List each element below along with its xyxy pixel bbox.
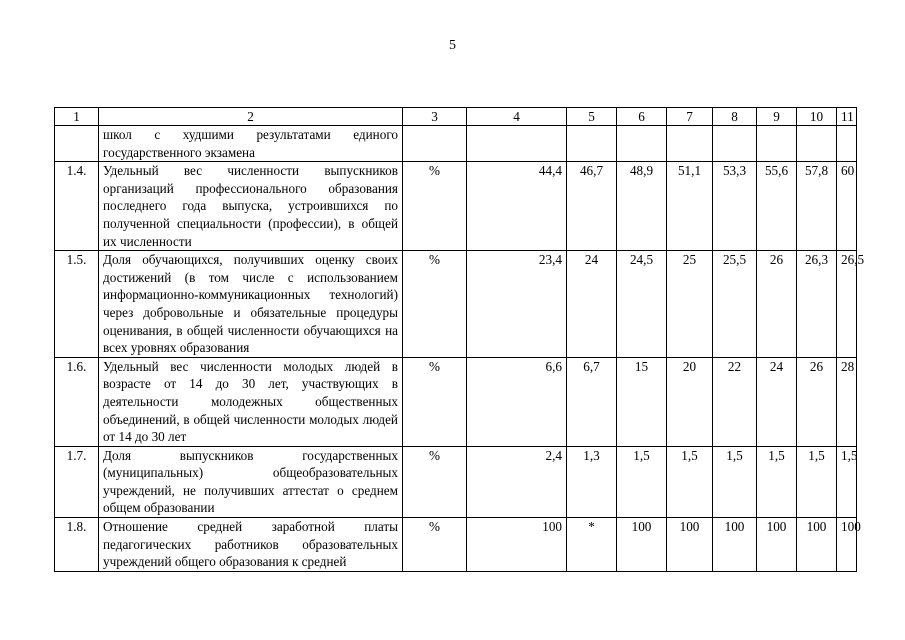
- table-row: [55, 126, 857, 162]
- row-number: 1.6.: [55, 357, 99, 446]
- row-number: 1.8.: [55, 518, 99, 572]
- row-value: 1,5: [757, 446, 797, 517]
- row-unit: %: [403, 357, 467, 446]
- header-cell: 5: [567, 108, 617, 126]
- row-value: [617, 126, 667, 162]
- row-value: 24,5: [617, 251, 667, 358]
- row-value: 25: [667, 251, 713, 358]
- row-value: 100: [713, 518, 757, 572]
- header-cell: 7: [667, 108, 713, 126]
- row-value: 100: [797, 518, 837, 572]
- row-value: [837, 126, 857, 162]
- row-value: 26,3: [797, 251, 837, 358]
- row-value: 55,6: [757, 162, 797, 251]
- row-value: 24: [757, 357, 797, 446]
- row-value: 20: [667, 357, 713, 446]
- row-value: 24: [567, 251, 617, 358]
- row-value: 100: [667, 518, 713, 572]
- row-description: Доля обучающихся, получивших оценку своих достижений (в том числе с использованием информационно-коммуникационных технологий) через добровольные и обязательные процедуры оценивания, в общей численности обучающихся на всех уровнях образования: [99, 251, 403, 358]
- row-value: 15: [617, 357, 667, 446]
- table-row: [55, 357, 857, 446]
- row-value: 100: [617, 518, 667, 572]
- row-description: Доля выпускников государственных (муниципальных) общеобразовательных учреждений, не получивших аттестат о среднем общем образовании: [99, 446, 403, 517]
- indicators-table: [54, 107, 865, 572]
- row-value: 44,4: [467, 162, 567, 251]
- row-value: 22: [713, 357, 757, 446]
- row-value: 28: [837, 357, 857, 446]
- row-unit: %: [403, 446, 467, 517]
- header-cell: 8: [713, 108, 757, 126]
- header-cell: 4: [467, 108, 567, 126]
- row-description: Удельный вес численности молодых людей в возрасте от 14 до 30 лет, участвующих в деятельности молодежных общественных объединений, в общей численности молодых людей от 14 до 30 лет: [99, 357, 403, 446]
- header-cell: 1: [55, 108, 99, 126]
- row-unit: %: [403, 251, 467, 358]
- row-value: 26: [757, 251, 797, 358]
- header-cell: 6: [617, 108, 667, 126]
- header-cell: 3: [403, 108, 467, 126]
- row-value: *: [567, 518, 617, 572]
- row-unit: %: [403, 518, 467, 572]
- header-cell: 9: [757, 108, 797, 126]
- table-header-row: [55, 108, 857, 126]
- row-value: [467, 126, 567, 162]
- row-value: 1,5: [617, 446, 667, 517]
- row-value: [667, 126, 713, 162]
- row-value: 25,5: [713, 251, 757, 358]
- row-value: 26: [797, 357, 837, 446]
- row-number: 1.5.: [55, 251, 99, 358]
- row-value: 1,5: [667, 446, 713, 517]
- row-unit: %: [403, 162, 467, 251]
- table-row: [55, 446, 857, 517]
- row-value: 6,6: [467, 357, 567, 446]
- row-value: [797, 126, 837, 162]
- header-cell: 2: [99, 108, 403, 126]
- row-value: 51,1: [667, 162, 713, 251]
- row-value: [757, 126, 797, 162]
- row-description: Удельный вес численности выпускников организаций профессионального образования последнего года выпуска, устроившихся по полученной специальности (профессии), в общей их численности: [99, 162, 403, 251]
- row-value: [713, 126, 757, 162]
- row-value: [567, 126, 617, 162]
- row-value: 23,4: [467, 251, 567, 358]
- row-value: 46,7: [567, 162, 617, 251]
- row-description: Отношение средней заработной платы педагогических работников образовательных учреждений общего образования к средней: [99, 518, 403, 572]
- row-number: [55, 126, 99, 162]
- row-description: школ с худшими результатами единого государственного экзамена: [99, 126, 403, 162]
- row-value: 48,9: [617, 162, 667, 251]
- row-number: 1.7.: [55, 446, 99, 517]
- row-value: 1,5: [797, 446, 837, 517]
- row-value: 53,3: [713, 162, 757, 251]
- row-value: 26,5: [837, 251, 857, 358]
- table-row: [55, 162, 857, 251]
- row-value: 100: [467, 518, 567, 572]
- row-value: 1,3: [567, 446, 617, 517]
- row-value: 100: [837, 518, 857, 572]
- row-value: 6,7: [567, 357, 617, 446]
- row-number: 1.4.: [55, 162, 99, 251]
- row-unit: [403, 126, 467, 162]
- table-row: [55, 518, 857, 572]
- row-value: 57,8: [797, 162, 837, 251]
- row-value: 1,5: [713, 446, 757, 517]
- table-row: [55, 251, 857, 358]
- row-value: 60: [837, 162, 857, 251]
- header-cell: 10: [797, 108, 837, 126]
- row-value: 2,4: [467, 446, 567, 517]
- row-value: 100: [757, 518, 797, 572]
- page-number: 5: [449, 38, 456, 53]
- row-value: 1,5: [837, 446, 857, 517]
- header-cell: 11: [837, 108, 857, 126]
